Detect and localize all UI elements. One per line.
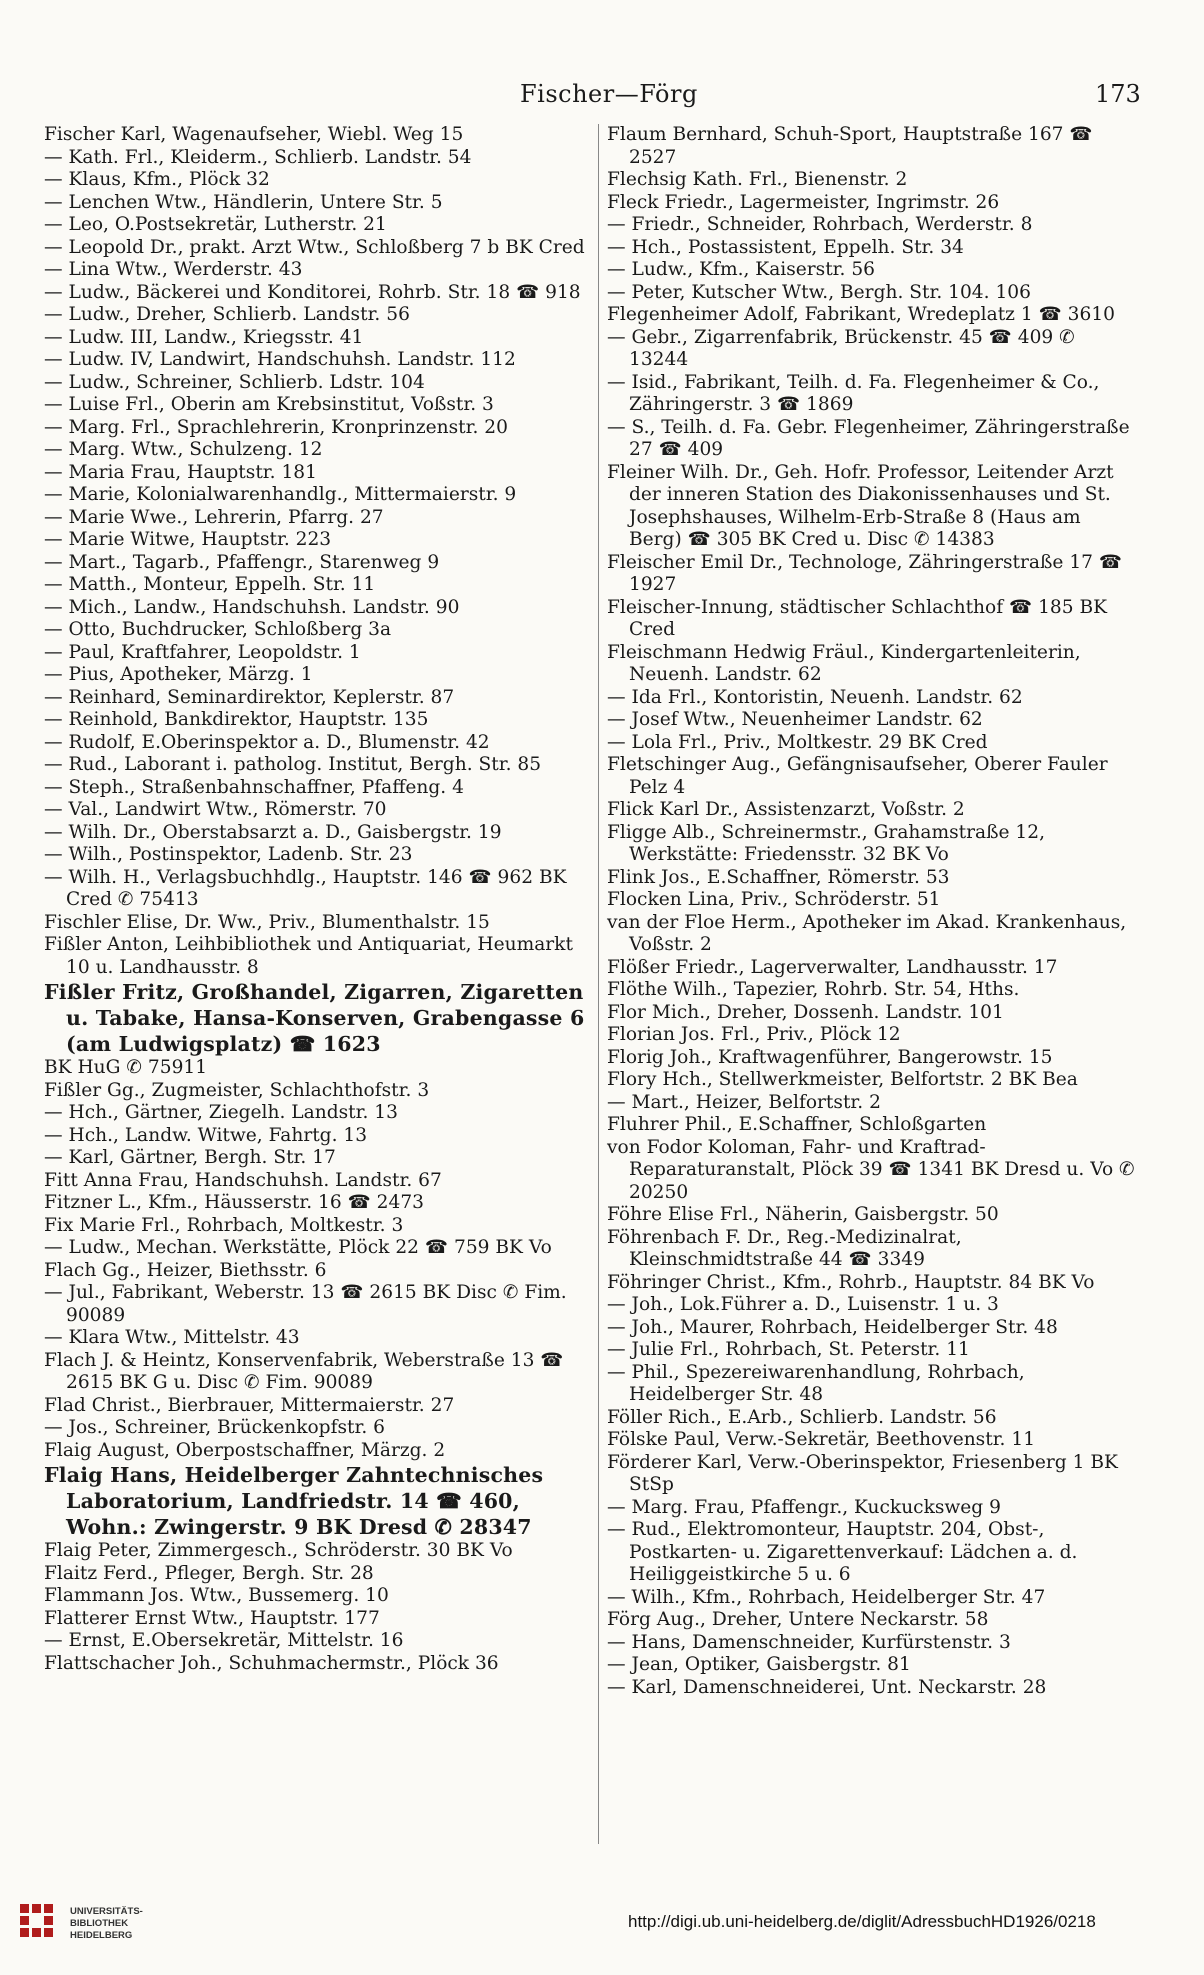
directory-entry: — Marie Witwe, Hauptstr. 223 xyxy=(44,529,332,550)
page-number: 173 xyxy=(1095,80,1141,108)
directory-entry: — Klaus, Kfm., Plöck 32 xyxy=(44,169,270,190)
directory-entry: — Luise Frl., Oberin am Krebsinstitut, Voßstr. 3 xyxy=(44,394,494,415)
directory-entry: Fleiner Wilh. Dr., Geh. Hofr. Professor, Leitender Arzt der inneren Station des Diakonissenhauses und St. Josephshauses, Wilhelm-Erb-Straße 8 (Haus am Berg) ☎ 305 BK Cred u. Disc ✆ 14383 xyxy=(607,461,1114,550)
directory-entry: — Wilh. Dr., Oberstabsarzt a. D., Gaisbergstr. 19 xyxy=(44,821,502,843)
directory-entry: — Maria Frau, Hauptstr. 181 xyxy=(44,461,317,483)
right-column xyxy=(607,124,1137,1699)
library-logo-mark-icon xyxy=(20,1904,64,1948)
directory-entry: — Hch., Gärtner, Ziegelh. Landstr. 13 xyxy=(44,1102,398,1123)
directory-entry: Fleck Friedr., Lagermeister, Ingrimstr. 26 xyxy=(607,191,1000,213)
directory-entry: Föhringer Christ., Kfm., Rohrb., Hauptstr. 84 BK Vo xyxy=(607,1271,1095,1293)
directory-entry: Fix Marie Frl., Rohrbach, Moltkestr. 3 xyxy=(44,1214,404,1236)
directory-entry: Fölske Paul, Verw.-Sekretär, Beethovenstr. 11 xyxy=(607,1429,1036,1450)
directory-entry: — Steph., Straßenbahnschaffner, Pfaffeng. 4 xyxy=(44,776,464,798)
library-logo xyxy=(20,1898,170,1954)
directory-entry: — Lenchen Wtw., Händlerin, Untere Str. 5 xyxy=(44,191,443,213)
directory-entry: Flechsig Kath. Frl., Bienenstr. 2 xyxy=(607,169,908,190)
directory-entry: — Joh., Lok.Führer a. D., Luisenstr. 1 u. 3 xyxy=(607,1294,999,1315)
directory-entry: — Karl, Damenschneiderei, Unt. Neckarstr. 28 xyxy=(607,1676,1047,1698)
directory-entry: — Matth., Monteur, Eppelh. Str. 11 xyxy=(44,574,376,595)
directory-entry: Föhrenbach F. Dr., Reg.-Medizinalrat, Kleinschmidtstraße 44 ☎ 3349 xyxy=(607,1226,962,1270)
library-logo-text xyxy=(70,1906,143,1942)
directory-entry: — Leo, O.Postsekretär, Lutherstr. 21 xyxy=(44,214,387,235)
directory-entry: Flattschacher Joh., Schuhmachermstr., Plöck 36 xyxy=(44,1652,499,1674)
directory-entry: Fischler Elise, Dr. Ww., Priv., Blumenthalstr. 15 xyxy=(44,911,490,933)
directory-entry: — Gebr., Zigarrenfabrik, Brückenstr. 45 ☎ 409 ✆ 13244 xyxy=(607,326,1075,370)
directory-entry: — Joh., Maurer, Rohrbach, Heidelberger Str. 48 xyxy=(607,1316,1058,1338)
directory-entry: — Jul., Fabrikant, Weberstr. 13 ☎ 2615 BK Disc ✆ Fim. 90089 xyxy=(44,1282,567,1326)
directory-entry: — Mart., Tagarb., Pfaffengr., Starenweg 9 xyxy=(44,551,440,573)
directory-entry: — Ludw., Schreiner, Schlierb. Ldstr. 104 xyxy=(44,371,425,393)
directory-entry: — S., Teilh. d. Fa. Gebr. Flegenheimer, Zähringerstraße 27 ☎ 409 xyxy=(607,416,1130,460)
directory-entry: — Josef Wtw., Neuenheimer Landstr. 62 xyxy=(607,709,983,730)
directory-entry: Fischer Karl, Wagenaufseher, Wiebl. Weg 15 xyxy=(44,124,464,145)
directory-entry: Flad Christ., Bierbrauer, Mittermaierstr. 27 xyxy=(44,1394,455,1416)
directory-entry: Fitt Anna Frau, Handschuhsh. Landstr. 67 xyxy=(44,1169,442,1191)
directory-entry: — Reinhold, Bankdirektor, Hauptstr. 135 xyxy=(44,709,429,730)
directory-entry: — Kath. Frl., Kleiderm., Schlierb. Landstr. 54 xyxy=(44,146,472,168)
directory-entry: Flink Jos., E.Schaffner, Römerstr. 53 xyxy=(607,866,950,888)
directory-entry: Flory Hch., Stellwerkmeister, Belfortstr. 2 BK Bea xyxy=(607,1069,1078,1090)
directory-entry: — Ludw. III, Landw., Kriegsstr. 41 xyxy=(44,326,364,348)
directory-entry: — Lina Wtw., Werderstr. 43 xyxy=(44,259,303,280)
directory-entry: — Pius, Apotheker, Märzg. 1 xyxy=(44,664,313,685)
directory-entry: — Hch., Postassistent, Eppelh. Str. 34 xyxy=(607,236,964,258)
directory-entry: — Hch., Landw. Witwe, Fahrtg. 13 xyxy=(44,1124,368,1146)
directory-entry: — Wilh., Kfm., Rohrbach, Heidelberger Str. 47 xyxy=(607,1586,1046,1608)
directory-entry: — Wilh., Postinspektor, Ladenb. Str. 23 xyxy=(44,844,413,865)
directory-entry: Flaig Hans, Heidelberger Zahntechnisches Laboratorium, Landfriedstr. 14 ☎ 460, Wohn.: Zwingerstr. 9 BK Dresd ✆ 28347 xyxy=(44,1463,544,1539)
directory-entry: Flach J. & Heintz, Konservenfabrik, Weberstraße 13 ☎ 2615 BK G u. Disc ✆ Fim. 90089 xyxy=(44,1349,564,1393)
directory-entry: — Leopold Dr., prakt. Arzt Wtw., Schloßberg 7 b BK Cred xyxy=(44,236,585,258)
directory-entry: Fletschinger Aug., Gefängnisaufseher, Oberer Fauler Pelz 4 xyxy=(607,754,1108,798)
directory-entry: Flöthe Wilh., Tapezier, Rohrb. Str. 54, Hths. xyxy=(607,979,1020,1000)
directory-entry: — Otto, Buchdrucker, Schloßberg 3a xyxy=(44,619,392,640)
directory-entry: — Isid., Fabrikant, Teilh. d. Fa. Flegenheimer & Co., Zähringerstr. 3 ☎ 1869 xyxy=(607,371,1100,415)
directory-entry: — Rud., Elektromonteur, Hauptstr. 204, Obst-, Postkarten- u. Zigarettenverkauf: Lädchen a. d. Heiliggeistkirche 5 u. 6 xyxy=(607,1519,1078,1585)
directory-entry: Flaig Peter, Zimmergesch., Schröderstr. 30 BK Vo xyxy=(44,1540,513,1561)
directory-entry: Flegenheimer Adolf, Fabrikant, Wredeplatz 1 ☎ 3610 xyxy=(607,304,1116,325)
directory-entry: Flaig August, Oberpostschaffner, Märzg. 2 xyxy=(44,1439,446,1461)
logo-line: UNIVERSITÄTS- xyxy=(70,1906,143,1917)
column-divider xyxy=(598,124,599,1844)
directory-entry: Fleischer-Innung, städtischer Schlachthof ☎ 185 BK Cred xyxy=(607,596,1108,640)
directory-entry: Flatterer Ernst Wtw., Hauptstr. 177 xyxy=(44,1607,380,1629)
directory-entry: — Ludw., Kfm., Kaiserstr. 56 xyxy=(607,259,876,280)
directory-entry: — Friedr., Schneider, Rohrbach, Werderstr. 8 xyxy=(607,214,1033,235)
directory-entry: — Hans, Damenschneider, Kurfürstenstr. 3 xyxy=(607,1631,1011,1653)
left-column xyxy=(44,124,592,1675)
directory-entry: Fleischer Emil Dr., Technologe, Zähringerstraße 17 ☎ 1927 xyxy=(607,551,1123,595)
directory-entry: Flick Karl Dr., Assistenzarzt, Voßstr. 2 xyxy=(607,799,965,820)
directory-entry: Fitzner L., Kfm., Häusserstr. 16 ☎ 2473 xyxy=(44,1192,424,1213)
directory-entry: — Wilh. H., Verlagsbuchhdlg., Hauptstr. 146 ☎ 962 BK Cred ✆ 75413 xyxy=(44,866,567,910)
directory-entry: Föller Rich., E.Arb., Schlierb. Landstr. 56 xyxy=(607,1406,997,1428)
directory-entry: Fißler Gg., Zugmeister, Schlachthofstr. 3 xyxy=(44,1079,430,1101)
directory-entry: — Ludw. IV, Landwirt, Handschuhsh. Landstr. 112 xyxy=(44,349,516,370)
directory-entry: — Karl, Gärtner, Bergh. Str. 17 xyxy=(44,1147,336,1168)
directory-entry: Flaum Bernhard, Schuh-Sport, Hauptstraße 167 ☎ 2527 xyxy=(607,124,1093,168)
directory-entry: — Paul, Kraftfahrer, Leopoldstr. 1 xyxy=(44,641,361,663)
directory-entry: Flor Mich., Dreher, Dossenh. Landstr. 101 xyxy=(607,1001,1004,1023)
directory-entry: — Rud., Laborant i. patholog. Institut, Bergh. Str. 85 xyxy=(44,754,542,775)
directory-entry: Flößer Friedr., Lagerverwalter, Landhausstr. 17 xyxy=(607,956,1058,978)
directory-entry: — Julie Frl., Rohrbach, St. Peterstr. 11 xyxy=(607,1339,970,1360)
logo-line: BIBLIOTHEK xyxy=(70,1918,129,1929)
logo-line: HEIDELBERG xyxy=(70,1930,133,1941)
running-head xyxy=(0,80,1204,110)
directory-entry: Fißler Anton, Leihbibliothek und Antiquariat, Heumarkt 10 u. Landhausstr. 8 xyxy=(44,934,573,978)
directory-entry: Florig Joh., Kraftwagenführer, Bangerowstr. 15 xyxy=(607,1046,1053,1068)
directory-entry: — Lola Frl., Priv., Moltkestr. 29 BK Cred xyxy=(607,731,988,753)
directory-entry: — Phil., Spezereiwarenhandlung, Rohrbach, Heidelberger Str. 48 xyxy=(607,1361,1025,1405)
directory-entry: BK HuG ✆ 75911 xyxy=(44,1057,208,1078)
directory-entry: — Ludw., Mechan. Werkstätte, Plöck 22 ☎ 759 BK Vo xyxy=(44,1237,552,1258)
page-title: Fischer—Förg xyxy=(520,80,698,108)
directory-entry: — Jos., Schreiner, Brückenkopfstr. 6 xyxy=(44,1417,385,1438)
directory-entry: — Marg. Frau, Pfaffengr., Kuckucksweg 9 xyxy=(607,1496,1001,1518)
directory-entry: — Ida Frl., Kontoristin, Neuenh. Landstr. 62 xyxy=(607,686,1023,708)
directory-entry: Fluhrer Phil., E.Schaffner, Schloßgarten xyxy=(607,1114,987,1135)
directory-entry: Flaitz Ferd., Pfleger, Bergh. Str. 28 xyxy=(44,1562,374,1584)
directory-entry: — Mart., Heizer, Belfortstr. 2 xyxy=(607,1091,881,1113)
directory-entry: — Marie, Kolonialwarenhandlg., Mittermaierstr. 9 xyxy=(44,484,517,505)
directory-entry: — Marg. Frl., Sprachlehrerin, Kronprinzenstr. 20 xyxy=(44,416,508,438)
directory-entry: — Val., Landwirt Wtw., Römerstr. 70 xyxy=(44,799,387,820)
directory-entry: van der Floe Herm., Apotheker im Akad. Krankenhaus, Voßstr. 2 xyxy=(607,911,1127,955)
directory-entry: — Klara Wtw., Mittelstr. 43 xyxy=(44,1327,300,1348)
directory-entry: — Reinhard, Seminardirektor, Keplerstr. 87 xyxy=(44,686,455,708)
directory-entry: — Jean, Optiker, Gaisbergstr. 81 xyxy=(607,1654,911,1675)
directory-entry: — Rudolf, E.Oberinspektor a. D., Blumenstr. 42 xyxy=(44,731,490,753)
directory-entry: — Mich., Landw., Handschuhsh. Landstr. 90 xyxy=(44,596,460,618)
directory-entry: Förderer Karl, Verw.-Oberinspektor, Friesenberg 1 BK StSp xyxy=(607,1451,1118,1495)
directory-entry: Florian Jos. Frl., Priv., Plöck 12 xyxy=(607,1024,901,1045)
directory-entry: Flocken Lina, Priv., Schröderstr. 51 xyxy=(607,889,941,910)
directory-entry: — Ludw., Bäckerei und Konditorei, Rohrb. Str. 18 ☎ 918 xyxy=(44,281,581,303)
source-url-link[interactable]: http://digi.ub.uni-heidelberg.de/diglit/AdressbuchHD1926/0218 xyxy=(628,1912,1096,1931)
directory-entry: Fißler Fritz, Großhandel, Zigarren, Zigaretten u. Tabake, Hansa-Konserven, Grabengasse 6 (am Ludwigsplatz) ☎ 1623 xyxy=(44,980,585,1056)
directory-entry: — Ludw., Dreher, Schlierb. Landstr. 56 xyxy=(44,304,410,325)
directory-entry: Flammann Jos. Wtw., Bussemerg. 10 xyxy=(44,1585,389,1606)
directory-entry: — Peter, Kutscher Wtw., Bergh. Str. 104. 106 xyxy=(607,281,1031,303)
directory-entry: — Marg. Wtw., Schulzeng. 12 xyxy=(44,439,323,460)
directory-entry: Förg Aug., Dreher, Untere Neckarstr. 58 xyxy=(607,1609,989,1630)
directory-entry: — Marie Wwe., Lehrerin, Pfarrg. 27 xyxy=(44,506,384,528)
directory-entry: — Ernst, E.Obersekretär, Mittelstr. 16 xyxy=(44,1630,404,1651)
directory-entry: Flach Gg., Heizer, Biethsstr. 6 xyxy=(44,1259,327,1281)
directory-entry: von Fodor Koloman, Fahr- und Kraftrad-Reparaturanstalt, Plöck 39 ☎ 1341 BK Dresd u. Vo ✆ 20250 xyxy=(607,1136,1135,1203)
directory-entry: Föhre Elise Frl., Näherin, Gaisbergstr. 50 xyxy=(607,1204,999,1225)
directory-entry: Fligge Alb., Schreinermstr., Grahamstraße 12, Werkstätte: Friedensstr. 32 BK Vo xyxy=(607,821,1045,865)
directory-entry: Fleischmann Hedwig Fräul., Kindergartenleiterin, Neuenh. Landstr. 62 xyxy=(607,641,1081,685)
